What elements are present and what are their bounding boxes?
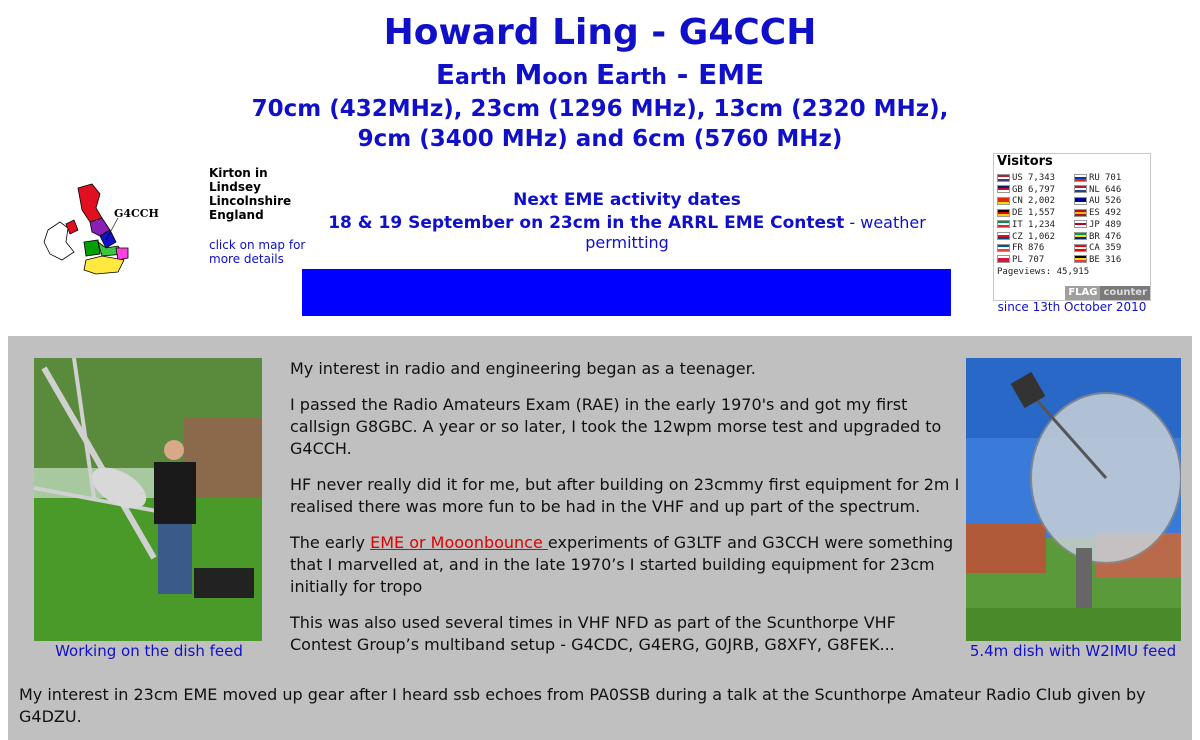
visitor-count: 646 bbox=[1105, 184, 1122, 195]
flag-icon bbox=[997, 220, 1010, 228]
visitor-count: 492 bbox=[1105, 208, 1122, 219]
flagcounter-logo[interactable]: FLAG counter bbox=[1065, 286, 1150, 300]
map-region-scotland[interactable] bbox=[78, 184, 102, 222]
visitor-count: 1,234 bbox=[1028, 219, 1056, 230]
visitor-row-left bbox=[997, 219, 1055, 231]
bands-heading: 70cm (432MHz), 23cm (1296 MHz), 13cm (2320 MHz), 9cm (3400 MHz) and 6cm (5760 MHz) bbox=[251, 96, 949, 152]
photo-dish-feed bbox=[34, 358, 262, 641]
flag-icon bbox=[997, 185, 1010, 193]
article-text bbox=[290, 358, 962, 670]
flag-icon bbox=[1074, 255, 1087, 263]
paragraph: My interest in radio and engineering began as a teenager. bbox=[290, 359, 756, 378]
visitor-count: 707 bbox=[1028, 254, 1045, 265]
country-code: BR bbox=[1089, 231, 1100, 242]
visitor-row-left bbox=[997, 207, 1055, 219]
flag-icon bbox=[1074, 209, 1087, 217]
eme-link[interactable]: EME or Mooonbounce bbox=[370, 533, 548, 552]
page-title: Howard Ling - G4CCH bbox=[383, 12, 817, 53]
visitor-count: 476 bbox=[1105, 231, 1122, 242]
country-code: CZ bbox=[1012, 231, 1023, 242]
activity-dates: 18 & 19 September on 23cm in the ARRL EME Contest - weather permitting bbox=[328, 213, 926, 252]
visitor-row-right bbox=[1074, 172, 1121, 184]
main-content bbox=[8, 336, 1192, 740]
visitor-row-right bbox=[1074, 219, 1121, 231]
country-code: RU bbox=[1089, 173, 1100, 183]
visitor-row-left bbox=[997, 184, 1055, 196]
activity-heading: Next EME activity dates bbox=[513, 190, 741, 210]
flag-icon bbox=[997, 255, 1010, 263]
country-code: AU bbox=[1089, 196, 1100, 207]
country-code: PL bbox=[1012, 254, 1023, 265]
country-code: CN bbox=[1012, 196, 1023, 207]
map-region-anglia[interactable] bbox=[116, 248, 128, 260]
photo-dish bbox=[966, 358, 1181, 641]
flag-icon bbox=[1074, 220, 1087, 228]
flag-icon bbox=[1074, 232, 1087, 240]
country-code: FR bbox=[1012, 243, 1023, 254]
paragraph: HF never really did it for me, but after building on 23cmmy first equipment for 2m I realised there was more fun to be had in the VHF and up part of the spectrum. bbox=[290, 475, 960, 516]
visitor-count: 316 bbox=[1105, 254, 1122, 265]
visitor-row-right bbox=[1074, 231, 1121, 243]
visitor-row-left bbox=[997, 231, 1055, 243]
visitor-count: 526 bbox=[1105, 196, 1122, 207]
visitor-row-right bbox=[1074, 254, 1121, 266]
caption-left: Working on the dish feed bbox=[55, 642, 243, 660]
visitor-count: 876 bbox=[1028, 243, 1045, 254]
visitor-row-right bbox=[1074, 207, 1121, 219]
visitor-row-right bbox=[1074, 195, 1121, 207]
visitors-title: Visitors bbox=[997, 154, 1053, 169]
country-code: GB bbox=[1012, 184, 1023, 195]
country-code: DE bbox=[1012, 208, 1023, 219]
visitor-row-left bbox=[997, 195, 1055, 207]
visitor-row-right bbox=[1074, 184, 1121, 196]
country-code: US bbox=[1012, 173, 1023, 183]
visitor-count: 701 bbox=[1105, 173, 1122, 183]
visitor-row-left bbox=[997, 172, 1055, 184]
country-code: CA bbox=[1089, 243, 1100, 254]
paragraph: The early EME or Mooonbounce experiments of G3LTF and G3CCH were something that I marvelled at, and in the late 1970’s I started building equipment for 23cm initially for tropo bbox=[290, 533, 954, 596]
flag-icon bbox=[1074, 174, 1087, 182]
map-callsign: G4CCH bbox=[114, 207, 159, 220]
country-code: IT bbox=[1012, 219, 1023, 230]
visitor-count: 1,062 bbox=[1028, 231, 1056, 242]
uk-map[interactable] bbox=[40, 180, 190, 285]
flag-icon bbox=[1074, 197, 1087, 205]
visitor-row-left bbox=[997, 254, 1044, 266]
since-label: since 13th October 2010 bbox=[997, 300, 1147, 314]
flag-icon bbox=[997, 244, 1010, 252]
map-region-wales[interactable] bbox=[84, 240, 100, 256]
flag-icon bbox=[1074, 185, 1087, 193]
visitor-count: 2,002 bbox=[1028, 196, 1056, 207]
visitor-count: 489 bbox=[1105, 219, 1122, 230]
subtitle: Earth Moon Earth - EME bbox=[435, 58, 765, 91]
flag-counter-widget[interactable] bbox=[993, 153, 1151, 301]
flag-icon bbox=[997, 197, 1010, 205]
visitor-row-left bbox=[997, 242, 1044, 254]
country-code: JP bbox=[1089, 219, 1100, 230]
map-link[interactable]: click on map for more details bbox=[209, 238, 306, 266]
map-region-south[interactable] bbox=[84, 256, 124, 274]
paragraph: I passed the Radio Amateurs Exam (RAE) in the early 1970's and got my first callsign G8GBC. A year or so later, I took the 12wpm morse test and upgraded to G4CCH. bbox=[290, 395, 942, 458]
paragraph-bottom: My interest in 23cm EME moved up gear after I heard ssb echoes from PA0SSB during a talk at the Scunthorpe Amateur Radio Club given by G4DZU. bbox=[19, 685, 1146, 726]
visitor-count: 7,343 bbox=[1028, 173, 1056, 183]
visitor-count: 1,557 bbox=[1028, 208, 1056, 219]
country-code: BE bbox=[1089, 254, 1100, 265]
flag-icon bbox=[1074, 244, 1087, 252]
location-text: Kirton in Lindsey Lincolnshire England bbox=[209, 166, 292, 222]
flag-icon bbox=[997, 174, 1010, 182]
blue-banner bbox=[302, 269, 951, 316]
visitor-count: 6,797 bbox=[1028, 184, 1056, 195]
flag-icon bbox=[997, 232, 1010, 240]
country-code: NL bbox=[1089, 184, 1100, 195]
country-code: ES bbox=[1089, 208, 1100, 219]
paragraph: This was also used several times in VHF NFD as part of the Scunthorpe VHF Contest Group’s multiband setup - G4CDC, G4ERG, G0JRB, G8XFY, G8FEK... bbox=[290, 613, 896, 654]
pageviews: Pageviews: 45,915 bbox=[997, 267, 1090, 277]
activity-panel bbox=[302, 190, 952, 253]
flag-icon bbox=[997, 209, 1010, 217]
visitor-row-right bbox=[1074, 242, 1121, 254]
caption-right: 5.4m dish with W2IMU feed bbox=[969, 642, 1177, 660]
visitor-count: 359 bbox=[1105, 243, 1122, 254]
